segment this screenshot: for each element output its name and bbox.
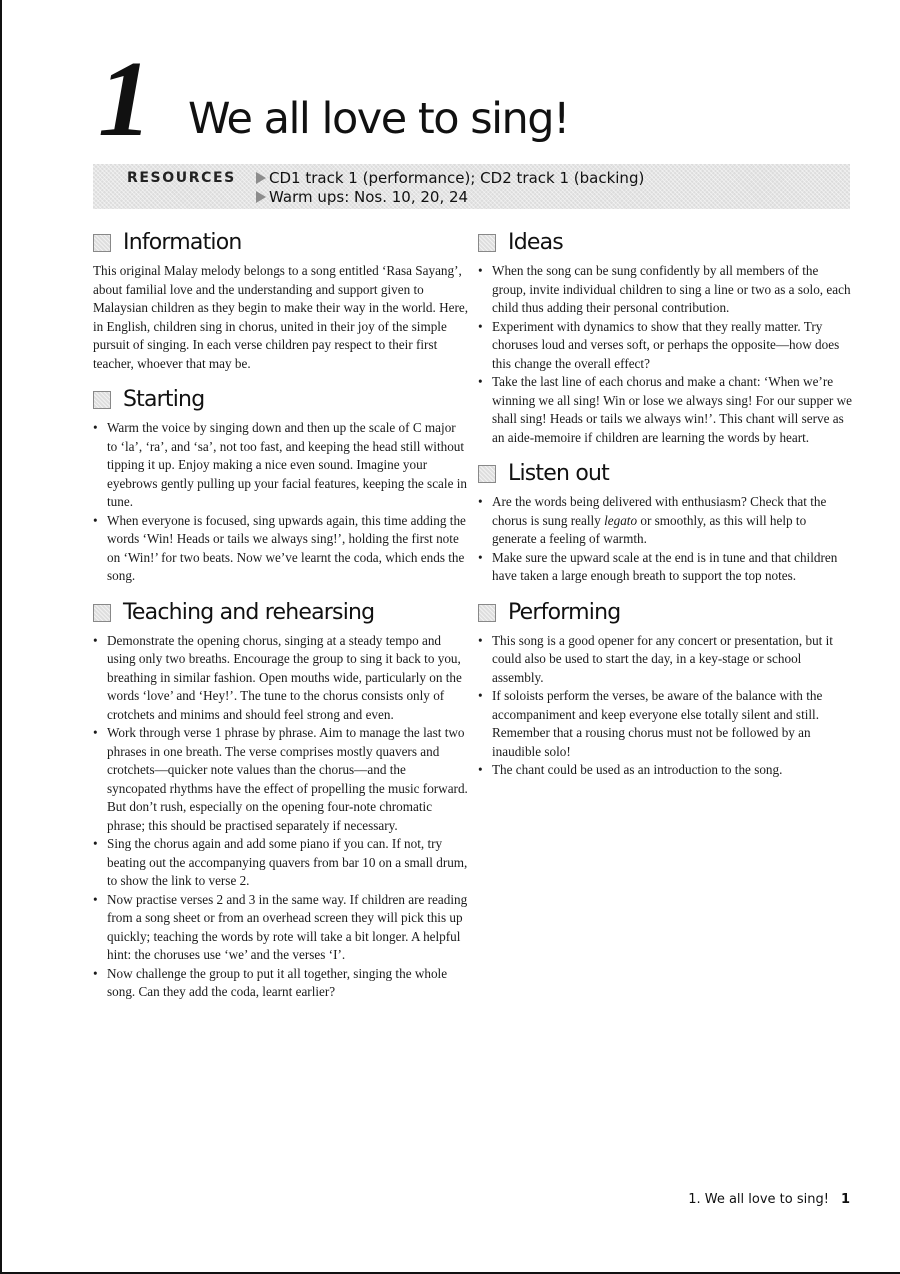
list-item: • The chant could be used as an introduction to the song.: [478, 761, 853, 780]
list-item: • Experiment with dynamics to show that they really matter. Try choruses loud and verses soft, or perhaps the opposite—how does this change the overall effect?: [478, 318, 853, 374]
checkbox-square-icon: [93, 391, 111, 409]
list-item: • Sing the chorus again and add some piano if you can. If not, try beating out the accompanying quavers from bar 10 on a small drum, to show the link to verse 2.: [93, 835, 468, 891]
checkbox-square-icon: [93, 234, 111, 252]
list-item: • Work through verse 1 phrase by phrase. Aim to manage the last two phrases in one breath. The verse comprises mostly quavers and crotchets—quicker note values than the chorus—and the syncopated rhythms have the effect of propelling the music forward. But don’t rush, especially on the opening four-note chromatic phrase; this should be practised separately if necessary.: [93, 724, 468, 835]
resource-item: [256, 169, 644, 187]
resources-label: RESOURCES: [127, 170, 236, 186]
right-column: [478, 228, 853, 792]
list-item: • Warm the voice by singing down and then up the scale of C major to ‘la’, ‘ra’, and ‘sa’, not too fast, and keeping the head still without tipping it up. Enjoy making a nice even sound. Imagine your eyebrows gently pulling up your facial features, keeping the scale in tune.: [93, 419, 468, 512]
heading-text: Listen out: [508, 461, 609, 486]
section-starting: [93, 385, 468, 586]
list-item: • This song is a good opener for any concert or presentation, but it could also be used to start the day, in a key-stage or school assembly.: [478, 632, 853, 688]
play-arrow-icon: [256, 191, 266, 203]
checkbox-square-icon: [478, 604, 496, 622]
section-heading: [93, 385, 468, 415]
section-heading: [478, 598, 853, 628]
section-heading: [478, 228, 853, 258]
list-text: Are the words being delivered with enthusiasm? Check that the chorus is sung really: [492, 494, 827, 528]
list-item: • Demonstrate the opening chorus, singing at a steady tempo and using only two breaths. Encourage the group to sing it back to you, breathing in similar fashion. Open mouths wide, particularly on the words ‘love’ and ‘Hey!’. The tune to the chorus consists only of crotchets and minims and should feel strong and even.: [93, 632, 468, 725]
resource-item-text: Warm ups: Nos. 10, 20, 24: [269, 188, 469, 206]
page-number: 1: [840, 1192, 850, 1207]
listen-out-list: [478, 493, 853, 586]
heading-text: Information: [123, 230, 242, 255]
heading-text: Teaching and rehearsing: [123, 599, 375, 625]
list-text: or smoothly, as this will help to generate a feeling of warmth.: [492, 512, 807, 546]
starting-list: [93, 419, 468, 586]
checkbox-square-icon: [478, 465, 496, 483]
list-item: • Now challenge the group to put it all together, singing the whole song. Can they add the coda, learnt earlier?: [93, 965, 468, 1002]
list-item: • Take the last line of each chorus and make a chant: ‘When we’re winning we all sing! Win or lose we always sing! For our supper we shall sing! Heads or tails we always win!’. This chant will serve as an aide-memoire if children are learning the words by heart.: [478, 373, 853, 447]
section-heading: [93, 598, 468, 628]
checkbox-square-icon: [93, 604, 111, 622]
list-item: [478, 493, 853, 549]
page-edge-left: [0, 0, 2, 1274]
resource-item-text: CD1 track 1 (performance); CD2 track 1 (backing): [269, 169, 645, 187]
list-item: • Now practise verses 2 and 3 in the same way. If children are reading from a song sheet or from an overhead screen they will pick this up quickly; teaching the words by rote will take a bit longer. A helpful hint: the choruses use ‘we’ and the verses ‘I’.: [93, 891, 468, 965]
resources-banner: [93, 164, 850, 209]
section-ideas: [478, 228, 853, 447]
heading-text: Starting: [123, 387, 205, 412]
list-item: • When everyone is focused, sing upwards again, this time adding the words ‘Win! Heads or tails we always sing!’, holding the first note on ‘Win!’ for two beats. Now we’ve learnt the coda, which ends the song.: [93, 512, 468, 586]
section-heading: [478, 459, 853, 489]
italic-term: legato: [604, 512, 638, 528]
chapter-number: 1: [98, 40, 150, 159]
ideas-list: [478, 262, 853, 447]
checkbox-square-icon: [478, 234, 496, 252]
teaching-list: [93, 632, 468, 1002]
section-information: [93, 228, 468, 373]
play-arrow-icon: [256, 172, 266, 184]
list-item: • Make sure the upward scale at the end is in tune and that children have taken a large enough breath to support the top notes.: [478, 549, 853, 586]
left-column: [93, 228, 468, 1014]
resource-item: [256, 188, 468, 206]
information-paragraph: This original Malay melody belongs to a song entitled ‘Rasa Sayang’, about familial love and the understanding and support given to Malaysian children as they begin to make their way in the world. Here, in English, children sing in chorus, united in their joy of the simple pursuit of singing. In each verse children pay respect to their first teacher, whoever that may be.: [93, 263, 468, 371]
page-footer: [688, 1192, 850, 1207]
list-item: • If soloists perform the verses, be aware of the balance with the accompaniment and keep everyone else totally silent and still. Remember that a rousing chorus must not be followed by an inaudible solo!: [478, 687, 853, 761]
section-teaching: [93, 598, 468, 1002]
chapter-title: We all love to sing!: [188, 94, 569, 144]
section-listen-out: [478, 459, 853, 586]
heading-text: Ideas: [508, 230, 563, 255]
heading-text: Performing: [508, 599, 621, 625]
section-performing: [478, 598, 853, 780]
running-title: 1. We all love to sing!: [688, 1192, 829, 1207]
performing-list: [478, 632, 853, 780]
list-item: • When the song can be sung confidently by all members of the group, invite individual children to sing a line or two as a solo, each child thus adding their personal contribution.: [478, 262, 853, 318]
section-heading: [93, 228, 468, 258]
